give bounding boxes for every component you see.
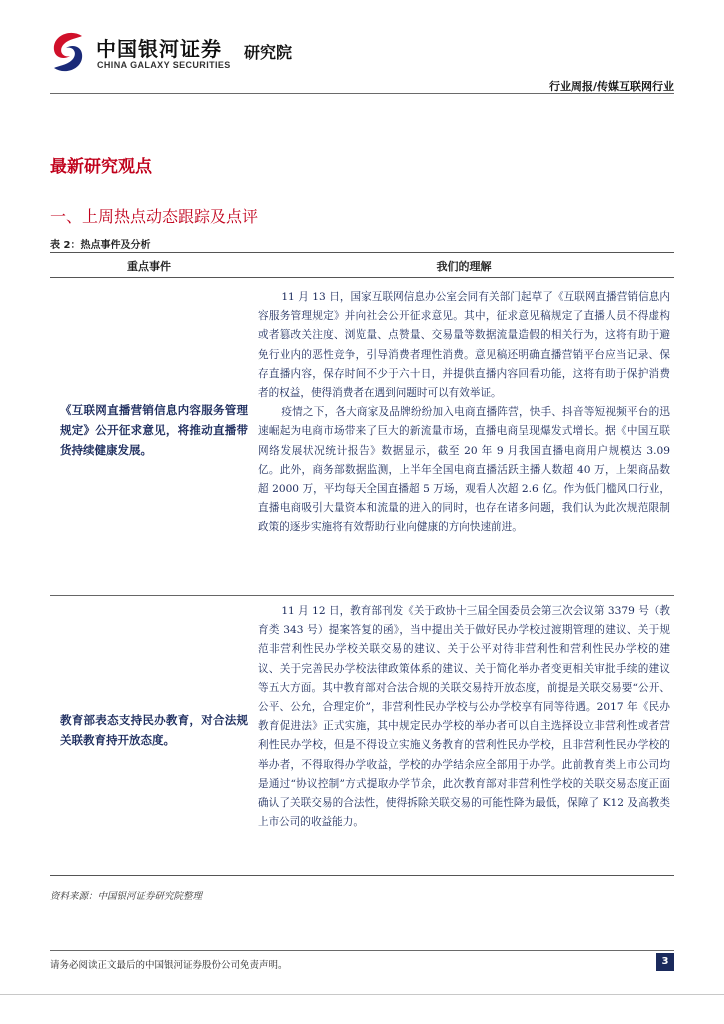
page-bottom-rule [0, 994, 724, 995]
analysis-paragraph: 11 月 13 日，国家互联网信息办公室会同有关部门起草了《互联网直播营销信息内容服务管理规定》并向社会公开征求意见。其中，征求意见稿规定了直播人员不得虚构或者篡改关注度、浏览量、点赞量、交易量等数据流量造假的相关行为，这将有助于避免行业内的恶性竞争，引导消费者理性消费。意见稿还明确直播营销平台应当记录、保存直播内容，保存时间不少于六十日，并提供直播内容回看功能，这将有助于保护消费者的权益，使得消费者在遇到问题时可以有效举证。 [258, 291, 670, 400]
event-cell: 教育部表态支持民办教育，对合法规关联教育持开放态度。 [60, 713, 248, 747]
galaxy-logo-icon [48, 30, 88, 74]
analysis-cell [258, 602, 670, 832]
brand-name-cn: 中国银河证券 [96, 37, 222, 61]
analysis-paragraph: 11 月 12 日，教育部刊发《关于政协十三届全国委员会第三次会议第 3379 号（教育类 343 号）提案答复的函》，当中提出关于做好民办学校过渡期管理的建议、关于规范非营利性民办学校关联交易的建议、关于公平对待非营利性和营利性民办学校的建议、关于完善民办学校法律政策体系的建议、关于简化举办者变更相关审批手续的建议等五大方面。其中教育部对合法合规的关联交易持开放态度，前提是关联交易要“公开、公平、公允，合理定价”，非营利性民办学校与公办学校享有同等待遇。2017 年《民办教育促进法》正式实施，其中规定民办学校的举办者可以自主选择设立非营利性或者营利性民办学校，但是不得设立实施义务教育的营利性民办学校，且非营利性民办学校的举办者，不得取得办学收益，学校的办学结余应全部用于办学。此前教育类上市公司均是通过“协议控制”方式提取办学节余，此次教育部对非营利性学校的关联交易态度正面确认了关联交易的合法性，使得拆除关联交易的可能性降为最低，保障了 K12 及高教类上市公司的收益能力。 [258, 605, 670, 829]
header-key-event: 重点事件 [127, 260, 171, 273]
header-divider [50, 93, 674, 94]
section-title: 最新研究观点 [50, 157, 152, 177]
subsection-title: 一、上周热点动态跟踪及点评 [50, 207, 259, 226]
report-type: 行业周报/传媒互联网行业 [548, 80, 674, 93]
source-note: 资料来源：中国银河证券研究院整理 [50, 891, 203, 902]
disclaimer-notice: 请务必阅读正文最后的中国银河证券股份公司免责声明。 [50, 960, 288, 971]
event-cell: 《互联网直播营销信息内容服务管理规定》公开征求意见，将推动直播带货持续健康发展。 [60, 403, 248, 457]
row-divider [50, 595, 674, 596]
table-row [50, 288, 674, 594]
table-caption: 表 2：热点事件及分析 [50, 240, 151, 251]
footer-divider [50, 950, 674, 951]
analysis-cell [258, 288, 670, 538]
header-our-view: 我们的理解 [436, 260, 492, 273]
page-number: 3 [656, 953, 674, 971]
hot-events-table [50, 252, 674, 829]
analysis-paragraph: 疫情之下，各大商家及品牌纷纷加入电商直播阵营，快手、抖音等短视频平台的迅速崛起为电商市场带来了巨大的新流量市场，直播电商呈现爆发式增长。据《中国互联网络发展状况统计报告》数据显示，截至 20 年 9 月我国直播电商用户规模达 3.09 亿。此外，商务部数据监测，上半年全国电商直播活跃主播人数超 40 万，上架商品数超 2000 万，平均每天全国直播超 5 万场，观看人次超 2.6 亿。作为低门槛风口行业，直播电商吸引大量资本和流量的进入的同时，也存在诸多问题，我们认为此次规范限制政策的逐步实施将有效帮助行业向健康的方向快速前进。 [258, 406, 670, 534]
brand-name-en: CHINA GALAXY SECURITIES [97, 60, 231, 70]
table-header-row [50, 252, 674, 278]
brand-institute: 研究院 [244, 43, 293, 62]
table-row [50, 602, 674, 870]
table-bottom-rule [50, 875, 674, 876]
